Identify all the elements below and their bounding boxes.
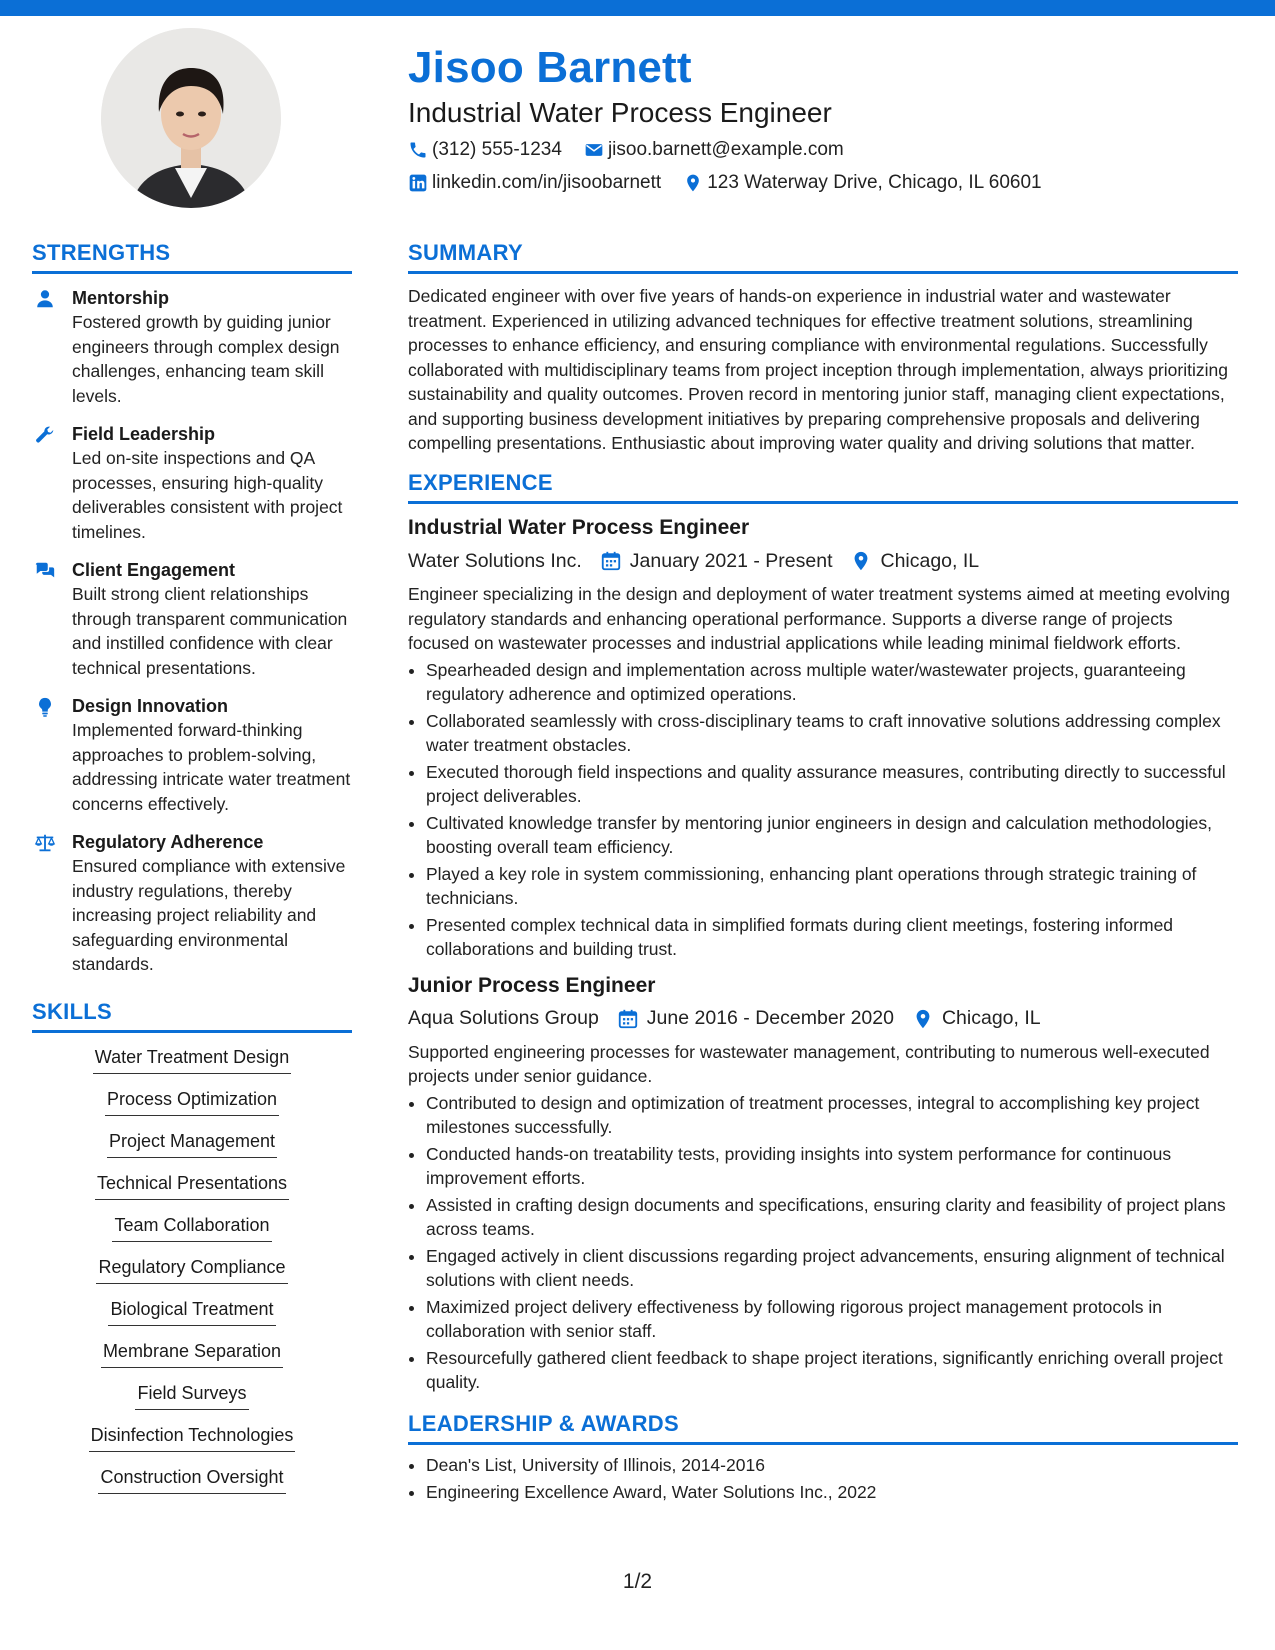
company-text: Water Solutions Inc. xyxy=(408,549,582,572)
dates-text: January 2021 - Present xyxy=(629,549,833,572)
header xyxy=(408,40,1238,195)
contact-row-1 xyxy=(408,138,1238,162)
job-bullet: • Collaborated seamlessly with cross-disciplinary teams to craft innovative solutions addressing complex water treatment obstacles. xyxy=(426,709,1238,758)
skill-tag: Biological Treatment xyxy=(108,1297,275,1326)
job-entry xyxy=(408,514,1238,962)
strength-desc: Fostered growth by guiding junior engineers through complex design challenges, enhancing team skill levels. xyxy=(72,312,340,406)
skill-tag: Process Optimization xyxy=(105,1087,279,1116)
strength-name: Field Leadership xyxy=(72,424,216,445)
skill-tag: Disinfection Technologies xyxy=(89,1423,296,1452)
job-meta xyxy=(408,546,1238,576)
job-description: Engineer specializing in the design and deployment of water treatment systems aimed at meeting evolving regulatory standards and enhancing operational performance. Supports a diverse range of projects focused on wastewater processes and industrial applications while leading minimal fieldwork efforts. xyxy=(408,584,1230,654)
skill-tag: Water Treatment Design xyxy=(93,1045,291,1074)
job-entry xyxy=(408,972,1238,1395)
comments-icon xyxy=(34,560,56,582)
job-title: Industrial Water Process Engineer xyxy=(408,516,750,540)
dates-text: June 2016 - December 2020 xyxy=(646,1007,894,1030)
award-item: • Dean's List, University of Illinois, 2014-2016 xyxy=(426,1453,1238,1478)
scale-icon xyxy=(34,832,56,854)
skill-tag: Field Surveys xyxy=(135,1381,248,1410)
strength-name: Design Innovation xyxy=(72,696,229,717)
skill-tag: Construction Oversight xyxy=(98,1465,285,1494)
strength-item xyxy=(32,558,352,680)
skill-tag: Project Management xyxy=(107,1129,277,1158)
job-bullet: • Engaged actively in client discussions regarding project advancements, ensuring alignment of technical solutions with client needs. xyxy=(426,1244,1238,1293)
right-column xyxy=(408,240,1238,1506)
phone-icon xyxy=(408,140,428,160)
candidate-name: Jisoo Barnett xyxy=(408,43,692,92)
strength-name: Client Engagement xyxy=(72,560,236,581)
avatar xyxy=(101,28,281,208)
strength-item xyxy=(32,422,352,544)
skills-heading: SKILLS xyxy=(32,999,352,1033)
awards-heading: LEADERSHIP & AWARDS xyxy=(408,1411,1238,1445)
job-bullets xyxy=(408,658,1238,962)
linkedin-text: linkedin.com/in/jisoobarnett xyxy=(432,171,662,193)
strength-desc: Ensured compliance with extensive industry regulations, thereby increasing project reliability and safeguarding environmental standards. xyxy=(72,856,346,975)
job-dates xyxy=(617,1007,894,1030)
experience-heading: EXPERIENCE xyxy=(408,470,1238,504)
award-item: • Engineering Excellence Award, Water Solutions Inc., 2022 xyxy=(426,1480,1238,1505)
page-number: 1/2 xyxy=(622,1570,653,1593)
location-text: Chicago, IL xyxy=(941,1007,1041,1030)
job-bullet: • Maximized project delivery effectiveness by following rigorous project management protocols in collaboration with senior staff. xyxy=(426,1295,1238,1344)
linkedin-icon xyxy=(408,173,428,193)
strength-desc: Implemented forward-thinking approaches to problem-solving, addressing intricate water treatment concerns effectively. xyxy=(72,720,351,814)
job-bullet: • Played a key role in system commissioning, enhancing plant operations through strategic training of technicians. xyxy=(426,862,1238,911)
job-description: Supported engineering processes for wastewater management, contributing to numerous well-executed projects under senior guidance. xyxy=(408,1041,1210,1087)
job-location xyxy=(912,1007,1041,1030)
job-bullet: • Cultivated knowledge transfer by mentoring junior engineers in design and calculation methodologies, boosting overall team efficiency. xyxy=(426,811,1238,860)
job-title: Junior Process Engineer xyxy=(408,973,656,997)
lightbulb-icon xyxy=(34,696,56,718)
job-bullet: • Executed thorough field inspections and quality assurance measures, contributing directly to successful project deliverables. xyxy=(426,760,1238,809)
email-contact[interactable] xyxy=(584,139,844,161)
strength-item xyxy=(32,694,352,816)
profile-photo xyxy=(101,28,281,208)
address-contact xyxy=(683,172,1041,194)
job-bullet: • Contributed to design and optimization of treatment processes, integral to accomplishing key project milestones successfully. xyxy=(426,1091,1238,1140)
address-text: 123 Waterway Drive, Chicago, IL 60601 xyxy=(707,171,1042,193)
skill-tag: Membrane Separation xyxy=(101,1339,283,1368)
strength-desc: Led on-site inspections and QA processes, ensuring high-quality deliverables consistent with project timelines. xyxy=(72,448,343,542)
phone-text: (312) 555-1234 xyxy=(432,138,562,160)
job-location xyxy=(850,550,979,573)
wrench-icon xyxy=(34,424,56,446)
top-accent-bar xyxy=(0,0,1275,16)
job-company xyxy=(408,1007,599,1030)
summary-text: Dedicated engineer with over five years of hands-on experience in industrial water and wastewater treatment. Experienced in utilizing advanced techniques for effective treatment solutions, streamlining processes to enhance efficiency, and ensuring compliance with environmental regulations. Successfully collaborated with multidisciplinary teams from project inception through implementation, always prioritizing sustainability and quality outcomes. Proven record in mentoring junior staff, managing client expectations, and supporting business development initiatives by preparing comprehensive proposals and delivering compelling presentations. Enthusiastic about improving water quality and driving solutions that matter. xyxy=(408,286,1228,454)
summary-heading: SUMMARY xyxy=(408,240,1238,274)
job-bullet: • Presented complex technical data in simplified formats during client meetings, fostering informed collaborations and building trust. xyxy=(426,913,1238,962)
job-bullet: • Assisted in crafting design documents and specifications, ensuring clarity and feasibility of project plans across teams. xyxy=(426,1193,1238,1242)
job-bullets xyxy=(408,1091,1238,1395)
calendar-icon xyxy=(600,550,622,572)
phone-contact xyxy=(408,139,562,161)
map-pin-icon xyxy=(912,1008,934,1030)
awards-list xyxy=(408,1453,1238,1504)
strength-item xyxy=(32,830,352,977)
skill-tag: Team Collaboration xyxy=(112,1213,271,1242)
map-pin-icon xyxy=(683,173,703,193)
job-dates xyxy=(600,550,833,573)
left-column xyxy=(32,240,352,1507)
job-company xyxy=(408,550,582,573)
strength-name: Mentorship xyxy=(72,288,169,309)
job-bullet: • Conducted hands-on treatability tests, providing insights into system performance for continuous improvement efforts. xyxy=(426,1142,1238,1191)
contact-row-2 xyxy=(408,171,1238,195)
company-text: Aqua Solutions Group xyxy=(408,1007,599,1030)
location-text: Chicago, IL xyxy=(880,549,980,572)
job-bullet: • Spearheaded design and implementation across multiple water/wastewater projects, guaranteeing regulatory adherence and optimized operations. xyxy=(426,658,1238,707)
map-pin-icon xyxy=(850,550,872,572)
strengths-heading: STRENGTHS xyxy=(32,240,352,274)
email-text: jisoo.barnett@example.com xyxy=(607,138,844,160)
strength-name: Regulatory Adherence xyxy=(72,832,264,853)
user-icon xyxy=(34,288,56,310)
skill-tag: Regulatory Compliance xyxy=(96,1255,287,1284)
calendar-icon xyxy=(617,1008,639,1030)
job-meta xyxy=(408,1004,1238,1034)
strength-item xyxy=(32,286,352,408)
linkedin-contact[interactable] xyxy=(408,172,661,194)
strength-desc: Built strong client relationships through transparent communication and instilled confidence with clear technical presentations. xyxy=(72,584,348,678)
candidate-title: Industrial Water Process Engineer xyxy=(408,97,832,128)
envelope-icon xyxy=(584,140,604,160)
skills-list xyxy=(32,1045,352,1507)
skill-tag: Technical Presentations xyxy=(95,1171,289,1200)
job-bullet: • Resourcefully gathered client feedback to shape project iterations, significantly enriching overall project quality. xyxy=(426,1346,1238,1395)
